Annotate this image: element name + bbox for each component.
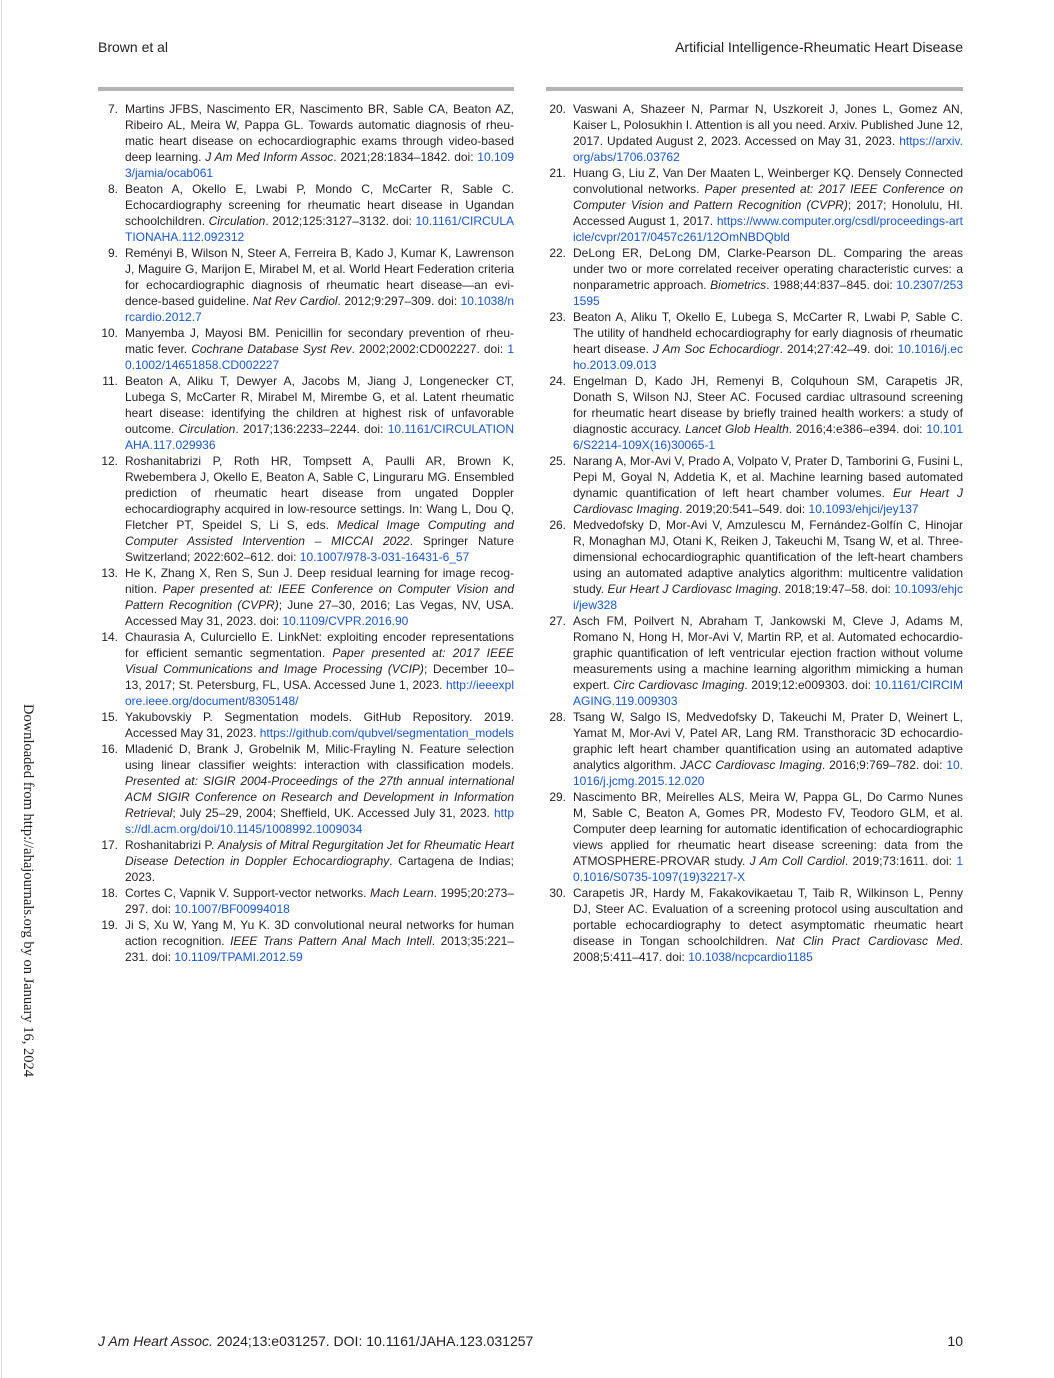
reference-text [573,453,963,517]
reference-journal: J Am Coll Cardiol [749,854,845,868]
reference-details: . 1995;20:273–297. doi: [125,886,514,916]
reference-item [98,917,514,965]
reference-item [98,101,514,181]
reference-authors-title: Martins JFBS, Nascimento ER, Nascimento BR, Sable CA, Beaton AZ, Ribeiro AL, Meira W, Pappa GL. Towards automatic diagnosis of rheumatic heart disease on echocardiographic exams through video-based deep learning. [125,102,514,164]
reference-link[interactable]: 10.1016/j.jcmg.2015.12.020 [573,758,963,788]
running-head-authors: Brown et al [98,39,169,55]
reference-item [98,181,514,245]
reference-details: ; 2017; Honolulu, HI. Accessed August 1, 2017. [573,198,963,228]
reference-item [98,629,514,709]
reference-details: . 2021;28:1834–1842. doi: [333,150,478,164]
reference-item [546,245,963,309]
reference-text [125,565,514,629]
reference-number: 9. [107,246,118,260]
reference-authors-title: Beaton A, Aliku T, Okello E, Lubega S, McCarter R, Lwabi P, Sable C. The utility of handheld echocardiography for early diagnosis of rheumatic heart disease. [573,310,963,356]
reference-link[interactable]: 10.1038/nrcardio.2012.7 [125,294,515,324]
reference-number: 10. [101,326,118,340]
reference-details: . 2018;19:47–58. doi: [777,582,895,596]
reference-details: . 2019;12:e009303. doi: [744,678,875,692]
reference-journal: Lancet Glob Health [685,422,789,436]
reference-journal: IEEE Trans Pattern Anal Mach Intell [230,934,432,948]
reference-journal: J Am Soc Echocardiogr [652,342,780,356]
reference-authors-title: Engelman D, Kado JH, Remenyi B, Colquhoun SM, Carapetis JR, Donath S, Wilson NJ, Steer AC. Focused cardiac ultrasound screening for rheumatic heart disease by briefly trained health workers: a study of diagnostic accuracy. [573,374,963,436]
reference-text [573,613,963,709]
reference-number: 7. [107,102,118,116]
reference-details: . 2019;20:541–549. doi: [679,502,809,516]
reference-authors-title: Beaton A, Aliku T, Dewyer A, Jacobs M, Jiang J, Longenecker CT, Lubega S, McCarter R, Mirabel M, Mirembe G, et al. Latent rheumatic heart disease: identifying the children at highest risk of unfavorable outcome. [125,374,514,436]
reference-text [125,837,514,885]
reference-journal: Biometrics [710,278,767,292]
reference-link[interactable]: 10.1007/BF00994018 [174,902,290,916]
reference-number: 18. [101,886,118,900]
reference-authors-title: Yakubovskiy P. Segmentation models. GitHub Repository. 2019. Accessed May 31, 2023. [125,710,514,740]
reference-journal: Eur Heart J Cardiovasc Imaging [607,582,778,596]
reference-text [573,517,963,613]
right-column-rule [546,87,963,91]
left-column-rule [98,87,514,91]
reference-item [546,373,963,453]
reference-number: 14. [101,630,118,644]
reference-link[interactable]: 10.1161/CIRCIMAGING.119.009303 [573,678,963,708]
reference-number: 25. [549,454,566,468]
reference-number: 29. [549,790,566,804]
reference-link[interactable]: 10.1109/TPAMI.2012.59 [174,950,303,964]
page-number: 10 [947,1333,963,1349]
reference-authors-title: Chaurasia A, Culurciello E. LinkNet: exploiting encoder representations for efficient semantic segmentation. [125,630,514,660]
reference-item [98,325,514,373]
reference-authors-title: Roshanitabrizi P. [125,838,218,852]
reference-authors-title: Asch FM, Poilvert N, Abraham T, Jankowski M, Cleve J, Adams M, Romano N, Hong H, Mor-Avi V, Martin RP, et al. Automated echocardiographic quantification of left ventricular ejection fraction without volume measurements using a machine learning algorithm mimicking a human expert. [573,614,963,692]
reference-link[interactable]: 10.1161/CIRCULATIONAHA.117.029936 [125,422,514,452]
reference-details: . 2012;9:297–309. doi: [337,294,461,308]
reference-details: . 2019;73:1611. doi: [844,854,957,868]
reference-text [573,885,963,965]
reference-details: . 2016;4:e386–e394. doi: [788,422,927,436]
reference-authors-title: He K, Zhang X, Ren S, Sun J. Deep residual learning for image recognition. [125,566,514,596]
reference-link[interactable]: https://www.computer.org/csdl/proceedings-article/cvpr/2017/0457c261/12OmNBDQbld [573,214,963,244]
reference-number: 27. [549,614,566,628]
reference-item [546,453,963,517]
reference-journal: Paper presented at: IEEE Conference on Computer Vision and Pattern Recognition (CVPR) [125,582,514,612]
reference-text [125,325,514,373]
reference-number: 22. [549,246,566,260]
reference-details: . 2008;5:411–417. doi: [573,934,964,964]
reference-link[interactable]: 10.1093/jamia/ocab061 [125,150,514,180]
reference-authors-title: Medvedofsky D, Mor-Avi V, Amzulescu M, Fernández-Golfín C, Hinojar R, Monaghan MJ, Otani K, Reiken J, Takeuchi M, Tsang W, et al. Three-dimensional echocardiographic quantification of the left-heart chambers using an automated adaptive analytics algorithm: multicentre validation study. [573,518,963,596]
reference-text [573,101,963,165]
reference-journal: Circulation [208,214,266,228]
page-edge-line [1,0,2,1378]
reference-details: . 2013;35:221–231. doi: [125,934,514,964]
reference-authors-title: Mladenić D, Brank J, Grobelnik M, Milic-Frayling N. Feature selection using linear classifier weights: interaction with classification models. [125,742,514,772]
reference-authors-title: Reményi B, Wilson N, Steer A, Ferreira B, Kado J, Kumar K, Lawrenson J, Maguire G, Marijon E, Mirabel M, et al. World Heart Federation criteria for echocardiographic diagnosis of rheumatic heart disease—an evidence-based guideline. [125,246,514,308]
reference-item [98,245,514,325]
footer-journal-name: J Am Heart Assoc. [98,1333,213,1349]
reference-details: ; June 27–30, 2016; Las Vegas, NV, USA. Accessed May 31, 2023. doi: [125,598,514,628]
reference-details: . 2014;27:42–49. doi: [779,342,898,356]
reference-link[interactable]: 10.1161/CIRCULATIONAHA.112.092312 [125,214,514,244]
reference-item [546,789,963,885]
reference-item [546,165,963,245]
reference-link[interactable]: http://ieeexplore.ieee.org/document/8305148/ [125,678,514,708]
reference-journal: Presented at: SIGIR 2004-Proceedings of the 27th annual international ACM SIGIR Conference on Research and Development in Information Retrieval [125,774,514,820]
reference-text [125,917,514,965]
reference-details: ; December 10–13, 2017; St. Petersburg, FL, USA. Accessed June 1, 2023. [125,662,514,692]
reference-link[interactable]: 10.1007/978-3-031-16431-6_57 [299,550,470,564]
footer-citation [98,1333,533,1349]
reference-item [546,101,963,165]
reference-number: 8. [107,182,118,196]
reference-text [125,245,514,325]
reference-authors-title: DeLong ER, DeLong DM, Clarke-Pearson DL. Comparing the areas under two or more correlated receiver operating characteristic curves: a nonparametric approach. [573,246,963,292]
reference-link[interactable]: https://dl.acm.org/doi/10.1145/1008992.1009034 [125,806,514,836]
reference-link[interactable]: 10.1016/S2214-109X(16)30065-1 [573,422,964,452]
reference-link[interactable]: 10.1038/ncpcardio1185 [688,950,813,964]
reference-details: . 2016;9:769–782. doi: [821,758,947,772]
reference-journal: Circulation [178,422,236,436]
reference-journal: Paper presented at: 2017 IEEE Visual Communications and Image Processing (VCIP) [125,646,514,676]
reference-item [546,517,963,613]
reference-text [125,741,514,837]
reference-authors-title: Vaswani A, Shazeer N, Parmar N, Uszkoreit J, Jones L, Gomez AN, Kaiser L, Polosukhin I. Attention is all you need. Arxiv. Published June 12, 2017. Updated August 2, 2023. Accessed on May 31, 2023. [573,102,964,148]
reference-journal: J Am Med Inform Assoc [205,150,334,164]
reference-journal: JACC Cardiovasc Imaging [680,758,822,772]
reference-text [573,373,963,453]
reference-item [98,709,514,741]
reference-text [125,629,514,709]
reference-text [573,165,963,245]
reference-text [573,709,963,789]
reference-item [546,309,963,373]
reference-link[interactable]: https://github.com/qubvel/segmentation_models [259,726,514,740]
reference-number: 20. [549,102,566,116]
reference-item [98,373,514,453]
reference-authors-title: Nascimento BR, Meirelles ALS, Meira W, Pappa GL, Do Carmo Nunes M, Sable C, Beaton A, Gomes PR, Modesto FV, Teodoro GLM, et al. Computer deep learning for automatic identification of echocardiographic views applied for rheumatic heart disease screening: data from the ATMOSPHERE-PROVAR study. [573,790,963,868]
reference-authors-title: Cortes C, Vapnik V. Support-vector networks. [125,886,371,900]
reference-text [125,709,514,741]
reference-details: . Springer Nature Switzerland; 2022:602–612. doi: [125,534,514,564]
reference-list-right [546,101,963,965]
reference-authors-title: Huang G, Liu Z, Van Der Maaten L, Weinberger KQ. Densely Connected convolutional networks. [573,166,963,196]
reference-link[interactable]: 10.1093/ehjci/jey137 [808,502,919,516]
reference-details: . 2012;125:3127–3132. doi: [265,214,416,228]
reference-journal: Eur Heart J Cardiovasc Imaging [573,486,964,516]
reference-link[interactable]: https://arxiv.org/abs/1706.03762 [573,134,963,164]
reference-item [98,565,514,629]
reference-link[interactable]: 10.1016/S0735-1097(19)32217-X [573,854,963,884]
reference-text [125,101,514,181]
reference-journal: Analysis of Mitral Regurgitation Jet for Rheumatic Heart Disease Detection in Doppler Echocardiography [125,838,515,868]
reference-item [98,837,514,885]
reference-journal: Nat Rev Cardiol [252,294,338,308]
reference-link[interactable]: 10.1093/ehjci/jew328 [573,582,963,612]
reference-link[interactable]: 10.1109/CVPR.2016.90 [282,614,409,628]
reference-number: 13. [101,566,118,580]
reference-text [125,181,514,245]
reference-number: 12. [101,454,118,468]
reference-number: 26. [549,518,566,532]
reference-text [125,373,514,453]
reference-number: 24. [549,374,566,388]
reference-link[interactable]: 10.1016/j.echo.2013.09.013 [573,342,963,372]
reference-item [98,453,514,565]
reference-item [546,885,963,965]
reference-number: 17. [101,838,118,852]
reference-number: 21. [549,166,566,180]
reference-number: 19. [101,918,118,932]
reference-text [573,309,963,373]
download-watermark: Downloaded from http://ahajournals.org by on January 16, 2024 [20,704,36,1078]
reference-authors-title: Manyemba J, Mayosi BM. Penicillin for secondary prevention of rheumatic fever. [125,326,514,356]
reference-text [125,885,514,917]
reference-item [546,613,963,709]
reference-text [125,453,514,565]
running-head-title: Artificial Intelligence-Rheumatic Heart Disease [675,39,963,55]
reference-text [573,245,963,309]
reference-list-left [98,101,514,965]
reference-number: 16. [101,742,118,756]
reference-number: 15. [101,710,118,724]
reference-details: . Cartagena de Indias; 2023. [125,854,514,884]
reference-authors-title: Roshanitabrizi P, Roth HR, Tompsett A, Paulli AR, Brown K, Rwebembera J, Okello E, Beaton A, Sable C, Linguraru MG. Ensembled prediction of rheumatic heart disease from ungated Doppler echocardiography acquired in low-resource settings. In: Wang L, Dou Q, Fletcher PT, Speidel S, Li S, eds. [125,454,514,532]
reference-details: ; July 25–29, 2004; Sheffield, UK. Accessed July 31, 2023. [172,806,494,820]
reference-details: . 1988;44:837–845. doi: [766,278,897,292]
reference-number: 30. [549,886,566,900]
reference-details: . 2002;2002:CD002227. doi: [351,342,508,356]
reference-number: 11. [102,374,118,388]
reference-details: . 2017;136:2233–2244. doi: [235,422,388,436]
reference-authors-title: Tsang W, Salgo IS, Medvedofsky D, Takeuchi M, Prater D, Weinert L, Yamat M, Mor-Avi V, Patel AR, Lang RM. Transthoracic 3D echocardiographic left heart chamber quantification using an automated adaptive analytics algorithm. [573,710,963,772]
reference-journal: Mach Learn [370,886,434,900]
reference-journal: Medical Image Computing and Computer Assisted Intervention – MICCAI 2022 [125,518,514,548]
reference-item [98,885,514,917]
reference-number: 28. [549,710,566,724]
reference-journal: Circ Cardiovasc Imaging [613,678,745,692]
reference-link[interactable]: 10.1002/14651858.CD002227 [125,342,514,372]
reference-link[interactable]: 10.2307/2531595 [573,278,963,308]
reference-text [573,789,963,885]
reference-authors-title: Beaton A, Okello E, Lwabi P, Mondo C, McCarter R, Sable C. Echocardiography screening for rheumatic heart disease in Ugandan schoolchildren. [125,182,514,228]
reference-journal: Cochrane Database Syst Rev [191,342,352,356]
reference-number: 23. [549,310,566,324]
reference-journal: Paper presented at: 2017 IEEE Conference on Computer Vision and Pattern Recognition (CVPR) [573,182,963,212]
reference-authors-title: Carapetis JR, Hardy M, Fakakovikaetau T, Taib R, Wilkinson L, Penny DJ, Steer AC. Evaluation of a screening protocol using auscultation and portable echocardiography to detect asymptomatic rheumatic heart disease in Tongan schoolchildren. [573,886,963,948]
reference-item [98,741,514,837]
reference-journal: Nat Clin Pract Cardiovasc Med [775,934,960,948]
reference-authors-title: Ji S, Xu W, Yang M, Yu K. 3D convolutional neural networks for human action recognition. [125,918,514,948]
reference-item [546,709,963,789]
reference-authors-title: Narang A, Mor-Avi V, Prado A, Volpato V, Prater D, Tamborini G, Fusini L, Pepi M, Goyal N, Addetia K, et al. Machine learning based automated dynamic quantification of left heart chamber volumes. [573,454,963,500]
footer-doi: 2024;13:e031257. DOI: 10.1161/JAHA.123.031257 [212,1333,534,1349]
